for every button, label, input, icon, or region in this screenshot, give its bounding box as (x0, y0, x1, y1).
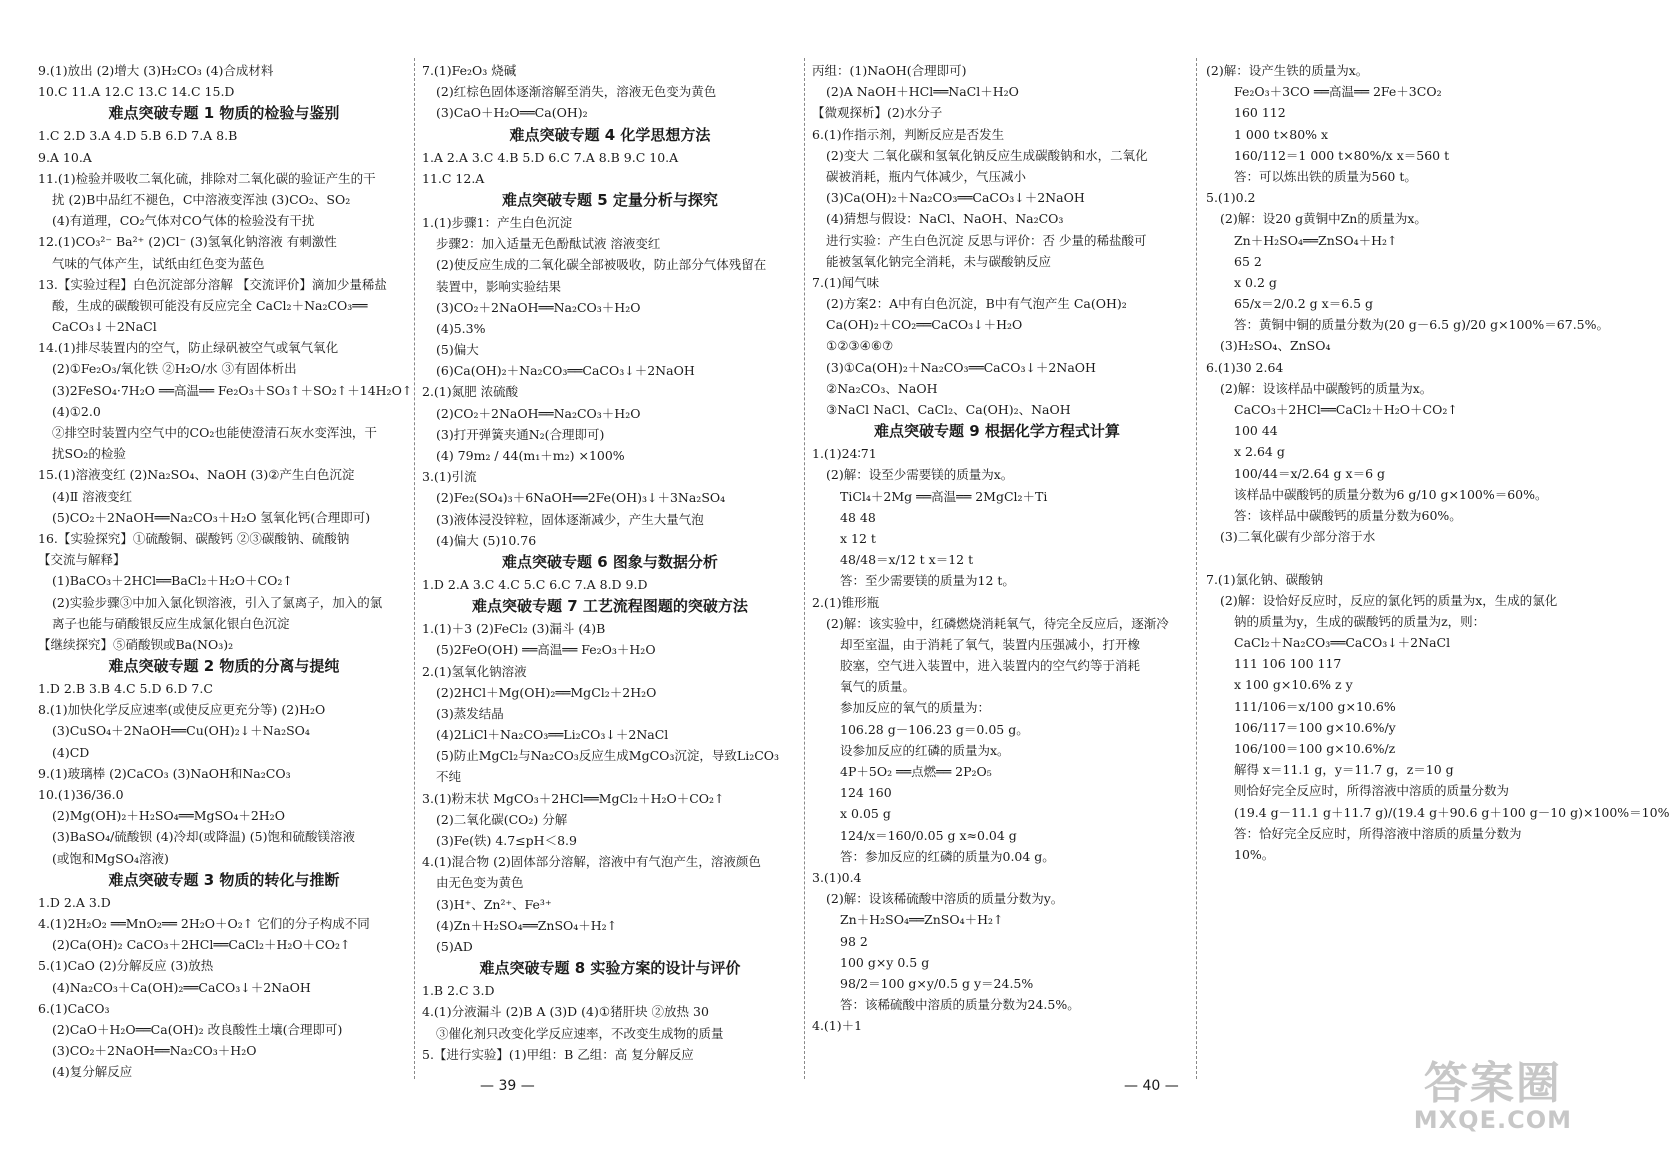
answer-line: (3)2FeSO₄·7H₂O ══高温══ Fe₂O₃＋SO₃↑＋SO₂↑＋14H₂O↑ (52, 382, 413, 398)
answer-line: (3)CO₂＋2NaOH══Na₂CO₃＋H₂O (52, 1043, 257, 1059)
answer-line: (2)Mg(OH)₂＋H₂SO₄══MgSO₄＋2H₂O (52, 808, 285, 824)
answer-line: (4)有道理，CO₂气体对CO气体的检验没有干扰 (52, 213, 315, 229)
answer-line: 4.(1)2H₂O₂ ══MnO₂══ 2H₂O＋O₂↑ 它们的分子构成不同 (38, 915, 370, 931)
answer-line: 6.(1)CaCO₃ (38, 1000, 110, 1016)
answer-column-2 (422, 60, 798, 1065)
column-divider (414, 58, 416, 1079)
answer-line: 10.(1)36/36.0 (38, 787, 124, 802)
answer-line: 由无色变为黄色 (436, 875, 524, 891)
answer-line: (2)解：该实验中，红磷燃烧消耗氧气，待完全反应后，逐渐冷 (826, 615, 1169, 631)
answer-line: (2)A NaOH＋HCl══NaCl＋H₂O (826, 84, 1019, 100)
answer-line: 9.(1)放出 (2)增大 (3)H₂CO₃ (4)合成材料 (38, 63, 274, 78)
answer-line: 1.(1)步骤1：产生白色沉淀 (422, 214, 573, 230)
answer-line: (2)方案2：A中有白色沉淀，B中有气泡产生 Ca(OH)₂ (826, 296, 1127, 312)
section-heading: 难点突破专题 4 化学思想方法 (509, 125, 711, 144)
answer-line: (4)偏大 (5)10.76 (436, 532, 537, 548)
answer-line: Fe₂O₃＋3CO ══高温══ 2Fe＋3CO₂ (1234, 84, 1442, 100)
answer-line: 7.(1)Fe₂O₃ 烧碱 (422, 63, 517, 78)
answer-line: (5)偏大 (436, 342, 479, 358)
answer-line: CaCO₃＋2HCl══CaCl₂＋H₂O＋CO₂↑ (1234, 402, 1458, 417)
answer-line: (2)CaO＋H₂O══Ca(OH)₂ 改良酸性土壤(合理即可) (52, 1021, 343, 1037)
watermark-logo (1413, 1058, 1572, 1134)
answer-line: (3)H₂SO₄、ZnSO₄ (1220, 338, 1331, 354)
answer-line: (2)解：设20 g黄铜中Zn的质量为x。 (1220, 211, 1427, 227)
answer-line: (2)解：设产生铁的质量为x。 (1206, 63, 1369, 78)
answer-line: 4.(1)混合物 (2)固体部分溶解，溶液中有气泡产生，溶液颜色 (422, 854, 761, 870)
answer-line: 48 48 (840, 509, 876, 525)
answer-line: 16.【实验探究】①硫酸铜、碳酸钙 ②③碳酸钠、硫酸钠 (38, 530, 350, 546)
answer-line: 2.(1)氢氧化钠溶液 (422, 663, 527, 679)
answer-line: (3)Fe(铁) 4.7≤pH＜8.9 (436, 833, 577, 848)
answer-line: 1 000 t×80% x (1234, 126, 1329, 142)
answer-line: 设参加反应的红磷的质量为x。 (840, 742, 1010, 758)
answer-line: 解得 x＝11.1 g，y＝11.7 g，z＝10 g (1234, 762, 1454, 778)
answer-line: (4)Na₂CO₃＋Ca(OH)₂══CaCO₃↓＋2NaOH (52, 979, 311, 995)
answer-line: 124 160 (840, 785, 892, 801)
answer-line: 答：可以炼出铁的质量为560 t。 (1234, 168, 1417, 184)
answer-line: 111/106＝x/100 g×10.6% (1234, 698, 1396, 714)
answer-line: (4)①2.0 (52, 403, 101, 419)
answer-line: 11.(1)检验并吸收二氧化硫，排除对二氧化碳的验证产生的干 (38, 170, 376, 186)
answer-line: (4)CD (52, 744, 90, 760)
answer-line: 则恰好完全反应时，所得溶液中溶质的质量分数为 (1234, 783, 1510, 799)
answer-line: 【微观探析】(2)水分子 (812, 105, 943, 121)
answer-line: (6)Ca(OH)₂＋Na₂CO₃══CaCO₃↓＋2NaOH (436, 363, 695, 379)
answer-line: 1.D 2.A 3.D (38, 894, 111, 910)
answer-line: (2)2HCl＋Mg(OH)₂══MgCl₂＋2H₂O (436, 684, 657, 700)
answer-line: 碳被消耗，瓶内气体减少，气压减小 (826, 168, 1027, 184)
answer-line: 参加反应的氧气的质量为： (840, 700, 991, 716)
watermark-title: 答案圈 (1423, 1058, 1562, 1109)
answer-line: (或饱和MgSO₄溶液) (52, 850, 169, 866)
answer-line: 4P＋5O₂ ══点燃══ 2P₂O₅ (840, 764, 992, 779)
answer-line: ①②③④⑥⑦ (826, 338, 894, 354)
answer-line: 能被氢氧化钠完全消耗，未与碳酸钠反应 (826, 253, 1052, 269)
column-divider (1196, 58, 1198, 1079)
answer-line: 9.A 10.A (38, 149, 92, 165)
answer-line: (4)5.3% (436, 320, 486, 336)
answer-line: (4)Zn＋H₂SO₄══ZnSO₄＋H₂↑ (436, 917, 618, 933)
answer-line: 14.(1)排尽装置内的空气，防止绿矾被空气或氧气氧化 (38, 340, 339, 356)
answer-line: (3)①Ca(OH)₂＋Na₂CO₃══CaCO₃↓＋2NaOH (826, 359, 1096, 375)
answer-line: 160/112＝1 000 t×80%/x x＝560 t (1234, 147, 1450, 163)
answer-line: (4)复分解反应 (52, 1064, 133, 1080)
answer-line: 【继续探究】⑤硝酸钡或Ba(NO₃)₂ (38, 636, 234, 652)
answer-line: (2)变大 二氧化碳和氢氧化钠反应生成碳酸钠和水，二氧化 (826, 147, 1148, 163)
answer-line: 98 2 (840, 933, 868, 949)
answer-line: 不纯 (436, 769, 462, 785)
answer-line: (3)CaO＋H₂O══Ca(OH)₂ (436, 105, 588, 121)
answer-line: CaCO₃↓＋2NaCl (52, 319, 157, 335)
answer-line: (5)CO₂＋2NaOH══Na₂CO₃＋H₂O 氢氧化钙(合理即可) (52, 509, 371, 525)
section-heading: 难点突破专题 5 定量分析与探究 (502, 190, 718, 209)
page-divider (804, 58, 806, 1079)
answer-line: 酸，生成的碳酸钡可能没有反应完全 CaCl₂＋Na₂CO₃══ (52, 297, 368, 313)
answer-line: (4)Ⅱ 溶液变红 (52, 488, 133, 504)
answer-line: 13.【实验过程】白色沉淀部分溶解 【交流评价】滴加少量稀盐 (38, 276, 387, 292)
answer-line: (2)解：设至少需要镁的质量为x。 (826, 467, 1014, 483)
answer-line: Ca(OH)₂＋CO₂══CaCO₃↓＋H₂O (826, 317, 1023, 333)
answer-line: 扰 (2)B中品红不褪色，C中溶液变浑浊 (3)CO₂、SO₂ (52, 191, 351, 207)
answer-line: x 12 t (840, 530, 876, 546)
answer-line: 答：黄铜中铜的质量分数为(20 g－6.5 g)/20 g×100%＝67.5%。 (1234, 317, 1610, 333)
answer-line: 1.(1)24∶71 (812, 446, 877, 462)
answer-line: 2.(1)氮肥 浓硫酸 (422, 384, 519, 400)
answer-line: 却至室温，由于消耗了氧气，装置内压强减小，打开橡 (840, 636, 1141, 652)
answer-line: ②Na₂CO₃、NaOH (826, 380, 938, 396)
answer-line: (3)CuSO₄＋2NaOH══Cu(OH)₂↓＋Na₂SO₄ (52, 723, 310, 739)
answer-line: 15.(1)溶液变红 (2)Na₂SO₄、NaOH (3)②产生白色沉淀 (38, 467, 355, 483)
answer-line: 100 44 (1234, 423, 1278, 439)
answer-line: 100 g×y 0.5 g (840, 954, 930, 970)
section-heading: 难点突破专题 7 工艺流程图题的突破方法 (472, 597, 748, 616)
answer-line: 3.(1)0.4 (812, 869, 862, 885)
answer-line: ③催化剂只改变化学反应速率，不改变生成物的质量 (436, 1025, 724, 1041)
answer-line: (3)H⁺、Zn²⁺、Fe³⁺ (436, 896, 552, 912)
answer-line: ②排空时装置内空气中的CO₂也能使澄清石灰水变浑浊，干 (52, 425, 377, 440)
answer-line: 98/2＝100 g×y/0.5 g y＝24.5% (840, 975, 1034, 991)
answer-line: 该样品中碳酸钙的质量分数为6 g/10 g×100%＝60%。 (1234, 486, 1548, 502)
answer-line: 65 2 (1234, 253, 1262, 269)
answer-line: x 0.05 g (840, 806, 891, 822)
answer-line: x 0.2 g (1234, 274, 1277, 290)
answer-line: 5.【进行实验】(1)甲组：B 乙组：高 复分解反应 (422, 1046, 694, 1062)
answer-line: x 2.64 g (1234, 444, 1285, 460)
answer-line: 3.(1)引流 (422, 469, 477, 485)
answer-line: (2)实验步骤③中加入氯化钡溶液，引入了氯离子，加入的氯 (52, 594, 383, 610)
answer-line: (2)二氧化碳(CO₂) 分解 (436, 811, 568, 827)
answer-line: 106/117＝100 g×10.6%/y (1234, 719, 1396, 735)
answer-line: 111 106 100 117 (1234, 656, 1342, 672)
answer-line: 7.(1)闻气味 (812, 274, 880, 290)
answer-column-3 (812, 60, 1182, 1036)
answer-line: (4) 79m₂ / 44(m₁＋m₂) ×100% (436, 448, 625, 463)
answer-line: Zn＋H₂SO₄══ZnSO₄＋H₂↑ (1234, 232, 1398, 248)
answer-line: 答：至少需要镁的质量为12 t。 (840, 573, 1015, 589)
section-heading: 难点突破专题 3 物质的转化与推断 (108, 870, 340, 889)
section-heading: 难点突破专题 8 实验方案的设计与评价 (479, 959, 741, 978)
answer-line: TiCl₄＋2Mg ══高温══ 2MgCl₂＋Ti (840, 488, 1048, 504)
answer-line: 10.C 11.A 12.C 13.C 14.C 15.D (38, 84, 235, 100)
answer-line: 7.(1)氯化钠、碳酸钠 (1206, 571, 1324, 587)
answer-line: 5.(1)CaO (2)分解反应 (3)放热 (38, 958, 214, 974)
answer-line: 步骤2：加入适量无色酚酞试液 溶液变红 (436, 236, 661, 252)
answer-line: Zn＋H₂SO₄══ZnSO₄＋H₂↑ (840, 912, 1004, 928)
answer-line: (2)解：设该样品中碳酸钙的质量为x。 (1220, 380, 1433, 396)
answer-line: (3)液体浸没锌粒，固体逐渐减少，产生大量气泡 (436, 511, 704, 527)
answer-line: (19.4 g－11.1 g＋11.7 g)/(19.4 g＋90.6 g＋100 g－10 g)×100%＝10% (1234, 804, 1669, 820)
section-heading: 难点突破专题 9 根据化学方程式计算 (874, 422, 1120, 441)
answer-line: 3.(1)粉末状 MgCO₃＋2HCl══MgCl₂＋H₂O＋CO₂↑ (422, 790, 725, 806)
answer-line: 11.C 12.A (422, 170, 485, 186)
answer-line: 氧气的质量。 (840, 679, 916, 695)
answer-line: 扰SO₂的检验 (52, 446, 126, 462)
answer-line: (3)Ca(OH)₂＋Na₂CO₃══CaCO₃↓＋2NaOH (826, 190, 1085, 206)
answer-line: 2.(1)锥形瓶 (812, 594, 880, 610)
page-number-right: — 40 — (1124, 1078, 1179, 1094)
answer-line: 答：参加反应的红磷的质量为0.04 g。 (840, 848, 1055, 864)
answer-line: (5)AD (436, 938, 473, 954)
answer-line: (3)CO₂＋2NaOH══Na₂CO₃＋H₂O (436, 299, 641, 315)
page-number-left: — 39 — (480, 1078, 535, 1094)
answer-line: (2)使反应生成的二氧化碳全部被吸收，防止部分气体残留在 (436, 257, 767, 273)
answer-line: 6.(1)作指示剂，判断反应是否发生 (812, 126, 1005, 142)
answer-line: (2)红棕色固体逐渐溶解至消失，溶液无色变为黄色 (436, 84, 717, 100)
answer-line: 12.(1)CO₃²⁻ Ba²⁺ (2)Cl⁻ (3)氢氧化钠溶液 有刺激性 (38, 234, 337, 250)
answer-line: 1.D 2.A 3.C 4.C 5.C 6.C 7.A 8.D 9.D (422, 576, 648, 592)
answer-line: 10%。 (1234, 846, 1275, 862)
answer-line: (4)2LiCl＋Na₂CO₃══Li₂CO₃↓＋2NaCl (436, 727, 669, 743)
answer-line: 【交流与解释】 (38, 552, 126, 568)
answer-column-1 (38, 60, 413, 1082)
section-heading: 难点突破专题 2 物质的分离与提纯 (108, 657, 340, 676)
answer-line: (3)蒸发结晶 (436, 705, 504, 721)
answer-line: 1.C 2.D 3.A 4.D 5.B 6.D 7.A 8.B (38, 128, 238, 144)
answer-line: 装置中，影响实验结果 (436, 278, 562, 294)
answer-line: 124/x＝160/0.05 g x≈0.04 g (840, 827, 1017, 843)
answer-line: (3)二氧化碳有少部分溶于水 (1220, 529, 1376, 545)
answer-line: CaCl₂＋Na₂CO₃══CaCO₃↓＋2NaCl (1234, 635, 1451, 651)
answer-line: x 100 g×10.6% z y (1234, 677, 1353, 693)
answer-line: ③NaCl NaCl、CaCl₂、Ca(OH)₂、NaOH (826, 402, 1071, 417)
answer-line: 48/48＝x/12 t x＝12 t (840, 552, 974, 568)
answer-line: 钠的质量为y，生成的碳酸钙的质量为z，则： (1234, 613, 1486, 629)
answer-line: 106.28 g－106.23 g＝0.05 g。 (840, 721, 1029, 737)
answer-column-4 (1206, 60, 1669, 865)
answer-line: (2)CO₂＋2NaOH══Na₂CO₃＋H₂O (436, 405, 641, 421)
answer-line: 6.(1)30 2.64 (1206, 359, 1284, 375)
answer-line: 1.(1)＋3 (2)FeCl₂ (3)漏斗 (4)B (422, 621, 606, 637)
answer-line: (5)2FeO(OH) ══高温══ Fe₂O₃＋H₂O (436, 642, 656, 658)
section-heading: 难点突破专题 6 图象与数据分析 (502, 552, 718, 571)
answer-line: (2)解：设该稀硫酸中溶质的质量分数为y。 (826, 891, 1064, 907)
answer-line: (2)①Fe₂O₃/氧化铁 ②H₂O/水 ③有固体析出 (52, 361, 297, 377)
answer-line: 8.(1)加快化学反应速率(或使反应更充分等) (2)H₂O (38, 702, 326, 718)
answer-line: 进行实验：产生白色沉淀 反思与评价：否 少量的稀盐酸可 (826, 232, 1147, 248)
answer-line: 答：恰好完全反应时，所得溶液中溶质的质量分数为 (1234, 825, 1522, 841)
answer-line: (2)Ca(OH)₂ CaCO₃＋2HCl══CaCl₂＋H₂O＋CO₂↑ (52, 937, 351, 953)
answer-line: 胶塞，空气进入装置中，进入装置内的空气约等于消耗 (840, 658, 1141, 674)
answer-line: 答：该稀硫酸中溶质的质量分数为24.5%。 (840, 997, 1080, 1013)
answer-line: (5)防止MgCl₂与Na₂CO₃反应生成MgCO₃沉淀，导致Li₂CO₃ (436, 748, 780, 764)
answer-line: 1.A 2.A 3.C 4.B 5.D 6.C 7.A 8.B 9.C 10.A (422, 149, 679, 165)
answer-line: 9.(1)玻璃棒 (2)CaCO₃ (3)NaOH和Na₂CO₃ (38, 765, 291, 781)
answer-line: 106/100＝100 g×10.6%/z (1234, 741, 1396, 756)
answer-line: 5.(1)0.2 (1206, 190, 1256, 206)
answer-line: 100/44＝x/2.64 g x＝6 g (1234, 465, 1385, 481)
answer-line: 65/x＝2/0.2 g x＝6.5 g (1234, 296, 1374, 312)
watermark-url: MXQE.COM (1413, 1106, 1572, 1134)
answer-line: (3)打开弹簧夹通N₂(合理即可) (436, 426, 605, 442)
answer-line: (2)解：设恰好反应时，反应的氯化钙的质量为x，生成的氯化 (1220, 592, 1558, 608)
answer-line: 离子也能与硝酸银反应生成氯化银白色沉淀 (52, 615, 290, 631)
section-heading: 难点突破专题 1 物质的检验与鉴别 (108, 104, 340, 123)
answer-line: 1.B 2.C 3.D (422, 983, 495, 999)
answer-line: 答：该样品中碳酸钙的质量分数为60%。 (1234, 507, 1462, 523)
answer-line: 4.(1)分液漏斗 (2)B A (3)D (4)①猪肝块 ②放热 30 (422, 1004, 709, 1020)
answer-line: 1.D 2.B 3.B 4.C 5.D 6.D 7.C (38, 681, 213, 697)
answer-line: (3)BaSO₄/硫酸钡 (4)冷却(或降温) (5)饱和硫酸镁溶液 (52, 829, 355, 845)
answer-line: (4)猜想与假设：NaCl、NaOH、Na₂CO₃ (826, 211, 1064, 227)
answer-line: 160 112 (1234, 105, 1286, 121)
answer-line: 4.(1)＋1 (812, 1018, 863, 1034)
answer-line: (2)Fe₂(SO₄)₃＋6NaOH══2Fe(OH)₃↓＋3Na₂SO₄ (436, 490, 726, 506)
answer-line: (1)BaCO₃＋2HCl══BaCl₂＋H₂O＋CO₂↑ (52, 573, 293, 589)
answer-line (1206, 547, 1582, 568)
answer-line: 气味的气体产生，试纸由红色变为蓝色 (52, 255, 265, 271)
answer-line: 丙组：(1)NaOH(合理即可) (812, 63, 967, 78)
